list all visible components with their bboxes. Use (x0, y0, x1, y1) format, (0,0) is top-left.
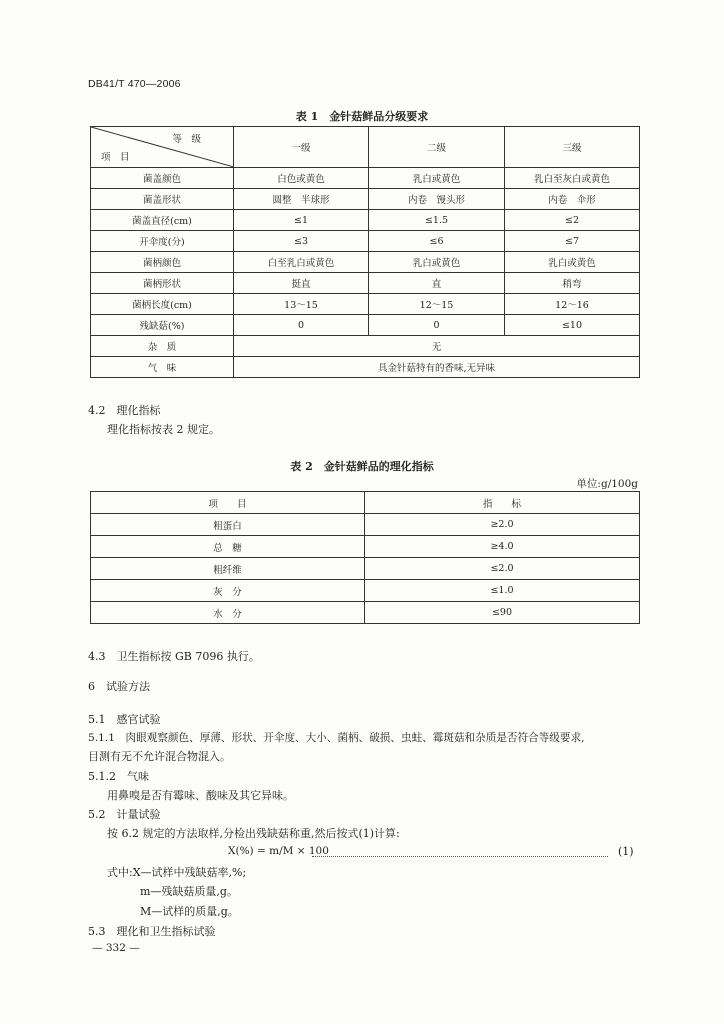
table-cell: 12～15 (369, 294, 505, 315)
table-cell: 乳白至灰白或黄色 (505, 168, 640, 189)
table-cell: ≤1.0 (365, 580, 640, 602)
row-label: 总 糖 (91, 536, 365, 558)
table-cell: ≤3 (234, 231, 369, 252)
row-label: 粗蛋白 (91, 514, 365, 536)
document-code: DB41/T 470—2006 (88, 78, 181, 90)
table-cell: 12～16 (505, 294, 640, 315)
table-cell: ≤2 (505, 210, 640, 231)
table-row (91, 580, 640, 602)
table-cell: ≥2.0 (365, 514, 640, 536)
formula-where: 式中:X—试样中残缺菇率,%; (107, 866, 247, 879)
row-label: 气 味 (91, 357, 234, 378)
table-cell: ≤2.0 (365, 558, 640, 580)
column-header: 指 标 (365, 492, 640, 514)
section-5-1-1-line1: 5.1.1 肉眼观察颜色、厚薄、形状、开伞度、大小、菌柄、破损、虫蛀、霉斑菇和杂质是否符合等级要求, (88, 732, 585, 744)
table-cell: 白色或黄色 (234, 168, 369, 189)
variable-m: m—残缺菇质量,g。 (140, 885, 238, 898)
merged-cell: 无 (234, 336, 640, 357)
column-header: 二级 (369, 127, 505, 168)
column-header: 项 目 (91, 492, 365, 514)
row-label: 菌柄颜色 (91, 252, 234, 273)
table-cell: 乳白或黄色 (369, 252, 505, 273)
section-5-2-text: 按 6.2 规定的方法取样,分检出残缺菇称重,然后按式(1)计算: (107, 827, 400, 840)
row-label: 开伞度(分) (91, 231, 234, 252)
table-row (91, 357, 640, 378)
grading-table (90, 126, 640, 378)
table-row (91, 294, 640, 315)
row-label: 菌盖形状 (91, 189, 234, 210)
table1-header-row (91, 127, 640, 168)
table-cell: ≤1.5 (369, 210, 505, 231)
table-cell: ≤90 (365, 602, 640, 624)
table-cell: 0 (234, 315, 369, 336)
section-5-2-heading: 5.2 计量试验 (88, 808, 161, 821)
table-row (91, 558, 640, 580)
table-cell: ≤10 (505, 315, 640, 336)
table-row (91, 210, 640, 231)
row-label: 水 分 (91, 602, 365, 624)
table-cell: 直 (369, 273, 505, 294)
formula-leader-dots (312, 856, 608, 857)
row-label: 菌盖直径(cm) (91, 210, 234, 231)
table-row (91, 231, 640, 252)
row-label: 灰 分 (91, 580, 365, 602)
row-label: 菌柄形状 (91, 273, 234, 294)
table-cell: ≤6 (369, 231, 505, 252)
table-row (91, 273, 640, 294)
table2-caption: 表 2 金针菇鲜品的理化指标 (290, 460, 434, 473)
row-label: 菌盖颜色 (91, 168, 234, 189)
section-4-2-text: 理化指标按表 2 规定。 (107, 423, 220, 436)
table-row (91, 189, 640, 210)
table-row (91, 252, 640, 273)
section-4-2-heading: 4.2 理化指标 (88, 404, 161, 417)
table1-caption: 表 1 金针菇鲜品分级要求 (295, 110, 429, 123)
physicochemical-table (90, 491, 640, 624)
table2-header-row (91, 492, 640, 514)
row-label: 杂 质 (91, 336, 234, 357)
section-5-1-2-text: 用鼻嗅是否有霉味、酸味及其它异味。 (107, 789, 294, 802)
section-5-3-heading: 5.3 理化和卫生指标试验 (88, 925, 216, 938)
section-4-3-heading: 4.3 卫生指标按 GB 7096 执行。 (88, 650, 260, 663)
row-label: 菌柄长度(cm) (91, 294, 234, 315)
table-cell: 圆整 半球形 (234, 189, 369, 210)
section-5-1-heading: 5.1 感官试验 (88, 713, 161, 726)
row-label: 粗纤维 (91, 558, 365, 580)
table-row (91, 336, 640, 357)
table-cell: 稍弯 (505, 273, 640, 294)
table-cell: ≤1 (234, 210, 369, 231)
table-cell: 内卷 伞形 (505, 189, 640, 210)
diagonal-header-cell (91, 127, 234, 168)
table2-unit: 单位:g/100g (576, 478, 638, 490)
formula: X(%) = m/M × 100 (228, 845, 329, 857)
table-cell: 13～15 (234, 294, 369, 315)
variable-M: M—试样的质量,g。 (140, 905, 239, 918)
table-row (91, 514, 640, 536)
table-cell: 挺直 (234, 273, 369, 294)
table-row (91, 536, 640, 558)
table-row (91, 168, 640, 189)
table-cell: ≥4.0 (365, 536, 640, 558)
table-row (91, 315, 640, 336)
table-cell: 白至乳白或黄色 (234, 252, 369, 273)
item-label: 项 目 (101, 152, 130, 163)
section-5-1-2-heading: 5.1.2 气味 (88, 770, 149, 783)
section-5-1-1-line2: 目测有无不允许混合物混入。 (88, 750, 231, 763)
column-header: 一级 (234, 127, 369, 168)
table-row (91, 602, 640, 624)
table-cell: 乳白或黄色 (369, 168, 505, 189)
table-cell: 0 (369, 315, 505, 336)
section-6-heading: 6 试验方法 (88, 680, 150, 693)
row-label: 残缺菇(%) (91, 315, 234, 336)
merged-cell: 具金针菇特有的香味,无异味 (234, 357, 640, 378)
grade-label: 等 级 (172, 134, 201, 145)
table-cell: ≤7 (505, 231, 640, 252)
column-header: 三级 (505, 127, 640, 168)
table-cell: 乳白或黄色 (505, 252, 640, 273)
page-number: — 332 — (92, 942, 140, 954)
formula-number: (1) (618, 845, 634, 858)
table-cell: 内卷 馒头形 (369, 189, 505, 210)
